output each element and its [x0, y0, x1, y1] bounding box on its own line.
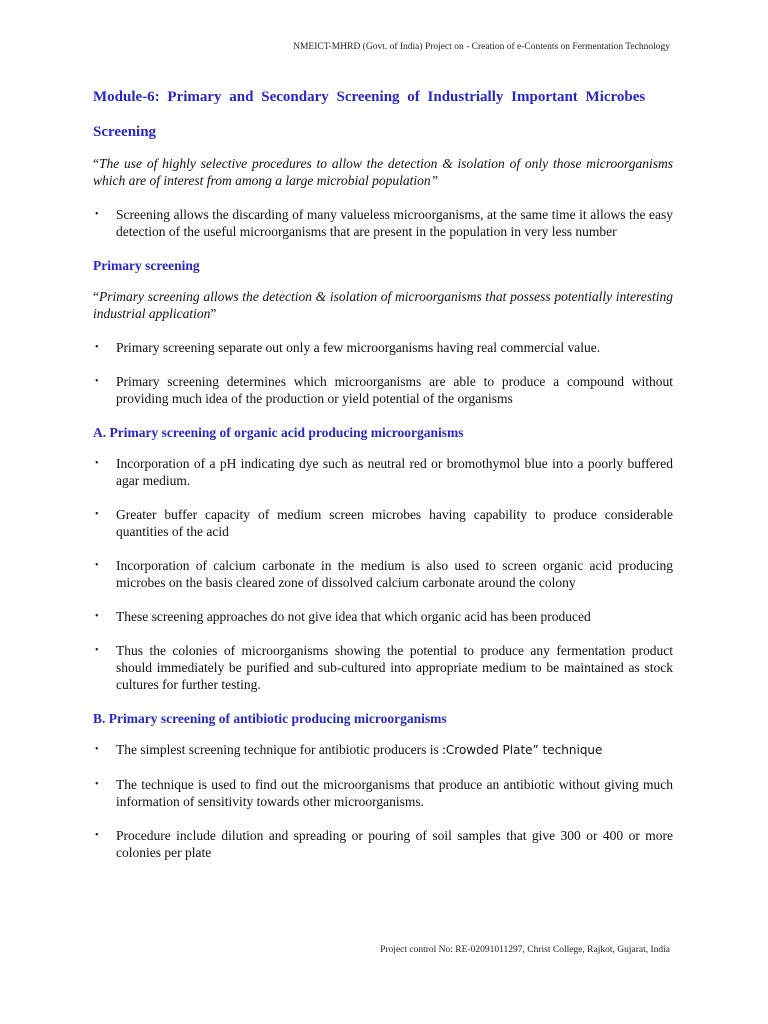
list-item-text: Incorporation of calcium carbonate in the medium is also used to screen organic acid producing microbes on the basis cleared zone of dissolved calcium carbonate around the colony [116, 558, 673, 590]
list-item [93, 455, 673, 489]
list-item [93, 506, 673, 540]
bullet-icon: • [95, 830, 99, 841]
page-footer: Project control No: RE-02091011297, Christ College, Rajkot, Gujarat, India [380, 945, 670, 955]
page-header: NMEICT-MHRD (Govt. of India) Project on - Creation of e-Contents on Fermentation Technology [293, 42, 670, 52]
quote-open-mark: “ [93, 156, 99, 171]
list-item-text: These screening approaches do not give idea that which organic acid has been produced [116, 609, 591, 624]
quote-open-mark: “ [93, 289, 99, 304]
section-title-organic-acid: A. Primary screening of organic acid producing microorganisms [93, 425, 464, 440]
list-item [93, 608, 673, 625]
list-item-text: Primary screening determines which microorganisms are able to produce a compound without providing much idea of the production or yield potential of the organisms [116, 374, 673, 406]
list-item-text: Greater buffer capacity of medium screen microbes having capability to produce considerable quantities of the acid [116, 507, 673, 539]
list-item-text: Thus the colonies of microorganisms showing the potential to produce any fermentation product should immediately be purified and sub-cultured into appropriate medium to be maintained as stock cultures for further testing. [116, 643, 673, 692]
list-item [93, 741, 673, 759]
document-body [93, 88, 673, 878]
organic-acid-bullet-list [93, 455, 673, 693]
primary-screening-definition-text: Primary screening allows the detection & isolation of microorganisms that possess potentially interesting industrial application [93, 289, 673, 321]
screening-definition [93, 155, 673, 189]
list-item [93, 642, 673, 693]
quote-close-mark: ” [210, 306, 217, 321]
bullet-icon: • [95, 376, 99, 387]
primary-screening-definition [93, 288, 673, 322]
bullet-icon: • [95, 458, 99, 469]
list-item-text: Screening allows the discarding of many valueless microorganisms, at the same time it allows the easy detection of the useful microorganisms that are present in the population in very less number [116, 207, 673, 239]
section-title-antibiotic: B. Primary screening of antibiotic producing microorganisms [93, 711, 447, 726]
list-item-text: Incorporation of a pH indicating dye such as neutral red or bromothymol blue into a poorly buffered agar medium. [116, 456, 673, 488]
bullet-icon: • [95, 209, 99, 220]
screening-definition-text: The use of highly selective procedures to allow the detection & isolation of only those microorganisms which are of interest from among a large microbial population” [93, 156, 673, 188]
primary-screening-bullet-list [93, 339, 673, 407]
section-title-screening: Screening [93, 124, 157, 140]
bullet-icon: • [95, 342, 99, 353]
section-title-primary-screening: Primary screening [93, 258, 200, 273]
list-item [93, 373, 673, 407]
list-item-text: Primary screening separate out only a few microorganisms having real commercial value. [116, 340, 601, 355]
list-item [93, 339, 673, 356]
list-item-text: The technique is used to find out the microorganisms that produce an antibiotic without giving much information of sensitivity towards other microorganisms. [116, 777, 673, 809]
antibiotic-bullet-list [93, 741, 673, 861]
module-title: Module-6: Primary and Secondary Screening of Industrially Important Microbes [93, 89, 646, 105]
bullet-icon: • [95, 744, 99, 755]
bullet-icon: • [95, 779, 99, 790]
list-item [93, 206, 673, 240]
crowded-plate-term: Crowded Plate” technique [445, 743, 603, 757]
list-item [93, 776, 673, 810]
list-item [93, 827, 673, 861]
bullet-icon: • [95, 611, 99, 622]
list-item [93, 557, 673, 591]
screening-bullet-list [93, 206, 673, 240]
bullet-icon: • [95, 560, 99, 571]
list-item-text: The simplest screening technique for antibiotic producers is : [116, 742, 446, 757]
bullet-icon: • [95, 645, 99, 656]
list-item-text: Procedure include dilution and spreading or pouring of soil samples that give 300 or 400 or more colonies per plate [116, 828, 673, 860]
bullet-icon: • [95, 509, 99, 520]
